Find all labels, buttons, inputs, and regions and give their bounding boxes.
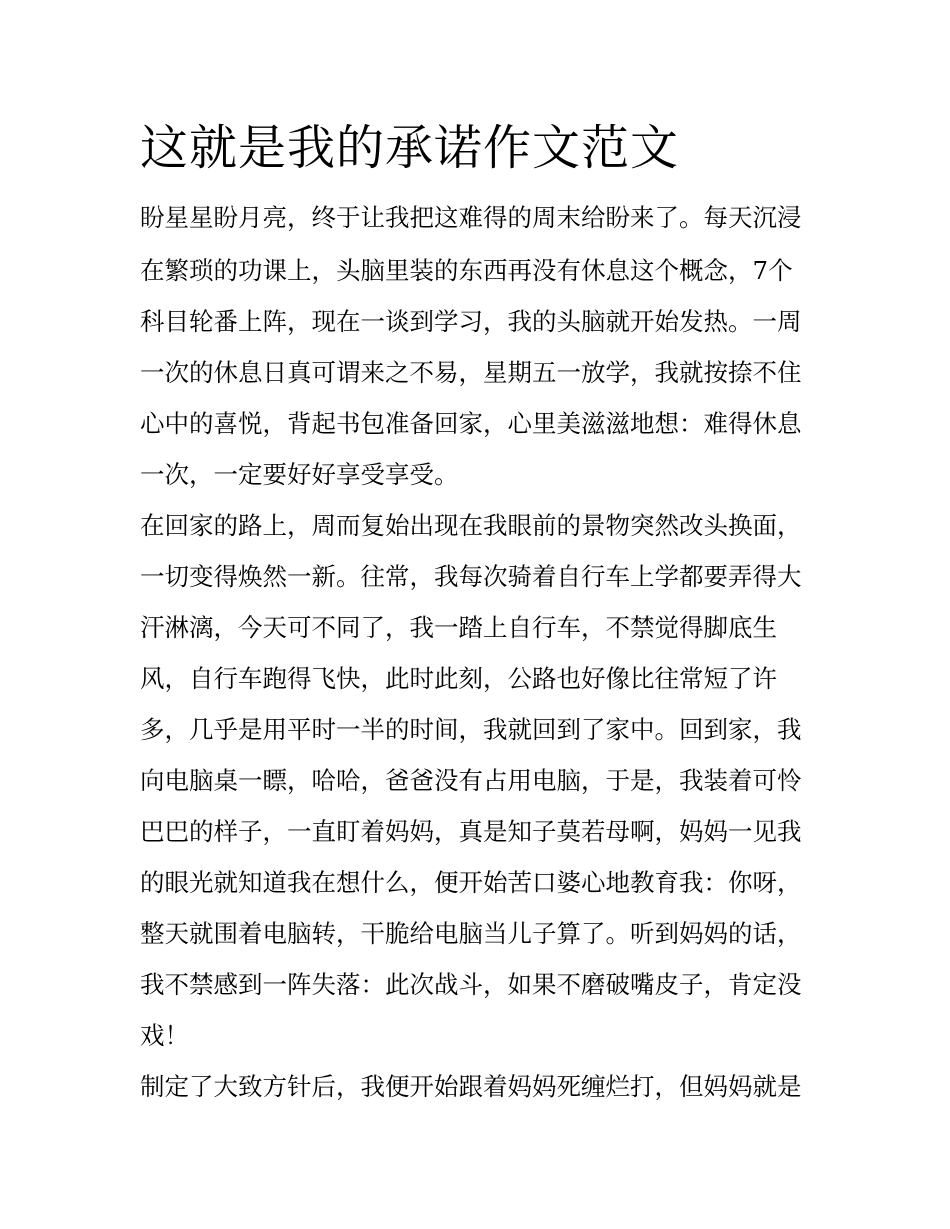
text-line: 风，自行车跑得飞快，此时此刻，公路也好像比往常短了许	[140, 664, 777, 693]
text-line: 多，几乎是用平时一半的时间，我就回到了家中。回到家，我	[140, 715, 802, 744]
text-line: 整天就围着电脑转，干脆给电脑当儿子算了。听到妈妈的话，	[140, 919, 802, 948]
text-line: 在回家的路上，周而复始出现在我眼前的景物突然改头换面，	[140, 511, 802, 540]
text-line: 一切变得焕然一新。往常，我每次骑着自行车上学都要弄得大	[140, 562, 802, 591]
text-line: 科目轮番上阵，现在一谈到学习，我的头脑就开始发热。一周	[140, 307, 802, 336]
text-line: 向电脑桌一瞟，哈哈，爸爸没有占用电脑，于是，我装着可怜	[140, 766, 802, 795]
text-line: 汗淋漓，今天可不同了，我一踏上自行车，不禁觉得脚底生	[140, 613, 777, 642]
text-line: 我不禁感到一阵失落：此次战斗，如果不磨破嘴皮子，肯定没	[140, 970, 802, 999]
text-line: 制定了大致方针后，我便开始跟着妈妈死缠烂打，但妈妈就是	[140, 1072, 802, 1101]
text-line: 一次，一定要好好享受享受。	[140, 460, 459, 489]
document-title: 这就是我的承诺作文范文	[140, 120, 680, 176]
text-line: 戏！	[140, 1021, 189, 1050]
text-line: 心中的喜悦，背起书包准备回家，心里美滋滋地想：难得休息	[140, 409, 802, 438]
text-line: 巴巴的样子，一直盯着妈妈，真是知子莫若母啊，妈妈一见我	[140, 817, 802, 846]
text-line: 一次的休息日真可谓来之不易，星期五一放学，我就按捺不住	[140, 358, 802, 387]
text-line: 的眼光就知道我在想什么，便开始苦口婆心地教育我：你呀，	[140, 868, 802, 897]
text-line: 在繁琐的功课上，头脑里装的东西再没有休息这个概念，7个	[140, 256, 793, 285]
text-line: 盼星星盼月亮，终于让我把这难得的周末给盼来了。每天沉浸	[140, 203, 802, 232]
